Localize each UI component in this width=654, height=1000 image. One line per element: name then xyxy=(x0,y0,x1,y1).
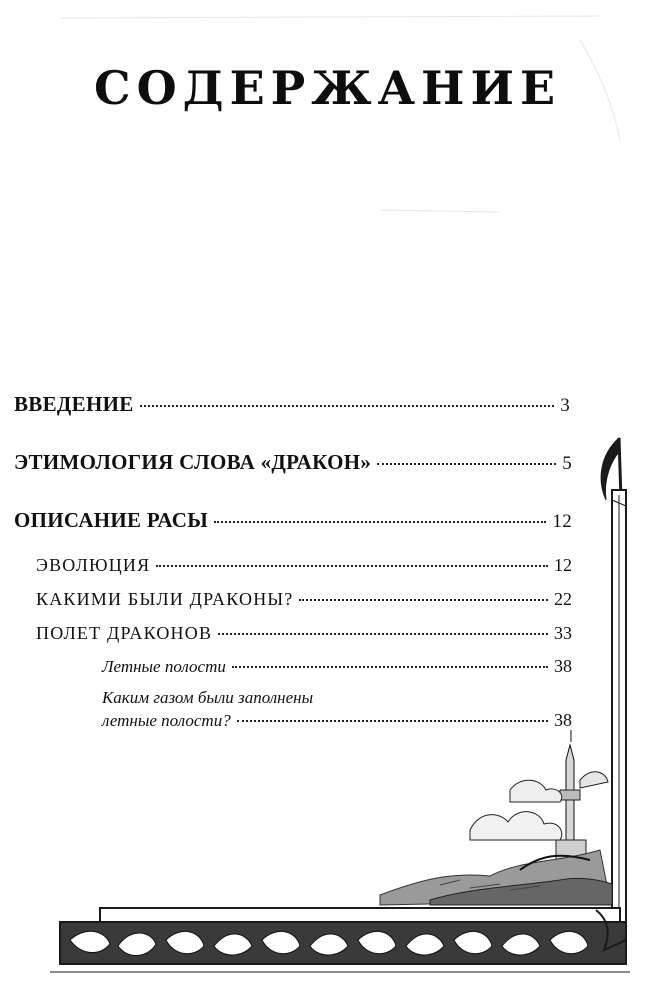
page-title: СОДЕРЖАНИЕ xyxy=(94,61,562,115)
toc-entry-label: ЭВОЛЮЦИЯ xyxy=(36,555,151,575)
toc-entry-label: ОПИСАНИЕ РАСЫ xyxy=(14,508,209,532)
toc-entry-label: Летные полости xyxy=(102,657,226,676)
toc-page-number: 12 xyxy=(554,555,572,575)
toc-page-number: 38 xyxy=(554,656,572,676)
toc-entry-label-line2: летные полости? xyxy=(102,711,231,730)
toc-page-number: 5 xyxy=(562,453,572,474)
toc-entry-label: КАКИМИ БЫЛИ ДРАКОНЫ? xyxy=(36,589,294,609)
page-show-through xyxy=(60,16,620,212)
ornamental-border-band xyxy=(50,908,630,972)
toc-entry-label-line1: Каким газом были заполнены xyxy=(102,688,314,707)
toc-entry-label: ЭТИМОЛОГИЯ СЛОВА «ДРАКОН» xyxy=(14,450,372,474)
toc-entry-label: ВВЕДЕНИЕ xyxy=(14,392,134,416)
toc-entry-label: ПОЛЕТ ДРАКОНОВ xyxy=(36,623,213,643)
castle-landscape-illustration xyxy=(380,730,612,905)
toc-page-number: 33 xyxy=(554,623,572,643)
toc-page-number: 3 xyxy=(560,395,570,416)
toc-page-number: 38 xyxy=(554,710,572,730)
toc-page-number: 22 xyxy=(554,589,572,609)
toc-page-number: 12 xyxy=(552,511,572,532)
